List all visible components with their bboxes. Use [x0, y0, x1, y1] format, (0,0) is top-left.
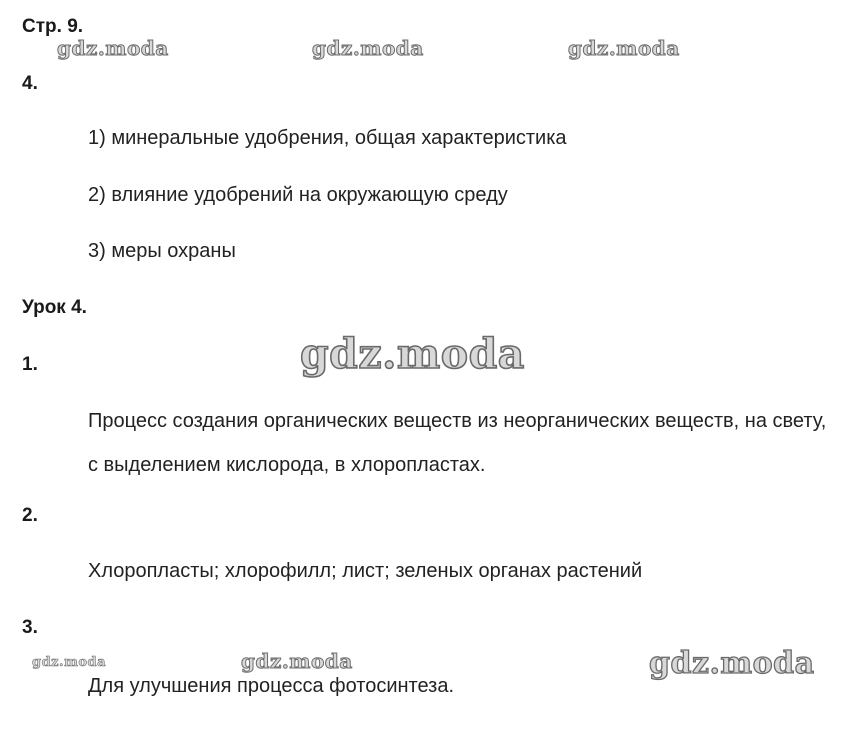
- watermark: gdz.moda: [312, 36, 424, 60]
- watermark: gdz.moda: [300, 330, 525, 378]
- watermark: gdz.moda: [32, 655, 107, 670]
- task-number: 1.: [22, 354, 38, 375]
- answer-text: Хлоропласты; хлорофилл; лист; зеленых органах растений: [88, 560, 643, 582]
- list-item: 3) меры охраны: [88, 240, 236, 262]
- page-number-heading: Стр. 9.: [22, 16, 84, 37]
- answer-text: Для улучшения процесса фотосинтеза.: [88, 675, 455, 697]
- task-number: 4.: [22, 73, 38, 94]
- task-number: 2.: [22, 505, 38, 526]
- list-item: 1) минеральные удобрения, общая характеристика: [88, 127, 567, 149]
- watermark: gdz.moda: [649, 646, 815, 681]
- list-item: 2) влияние удобрений на окружающую среду: [88, 184, 508, 206]
- task-number: 3.: [22, 617, 38, 638]
- answer-paragraph: Процесс создания органических веществ из неорганических веществ, на свету, с выделением кислорода, в хлоропластах.: [88, 410, 827, 476]
- watermark: gdz.moda: [57, 36, 169, 60]
- lesson-heading: Урок 4.: [22, 297, 87, 318]
- watermark: gdz.moda: [568, 36, 680, 60]
- watermark: gdz.moda: [241, 649, 353, 673]
